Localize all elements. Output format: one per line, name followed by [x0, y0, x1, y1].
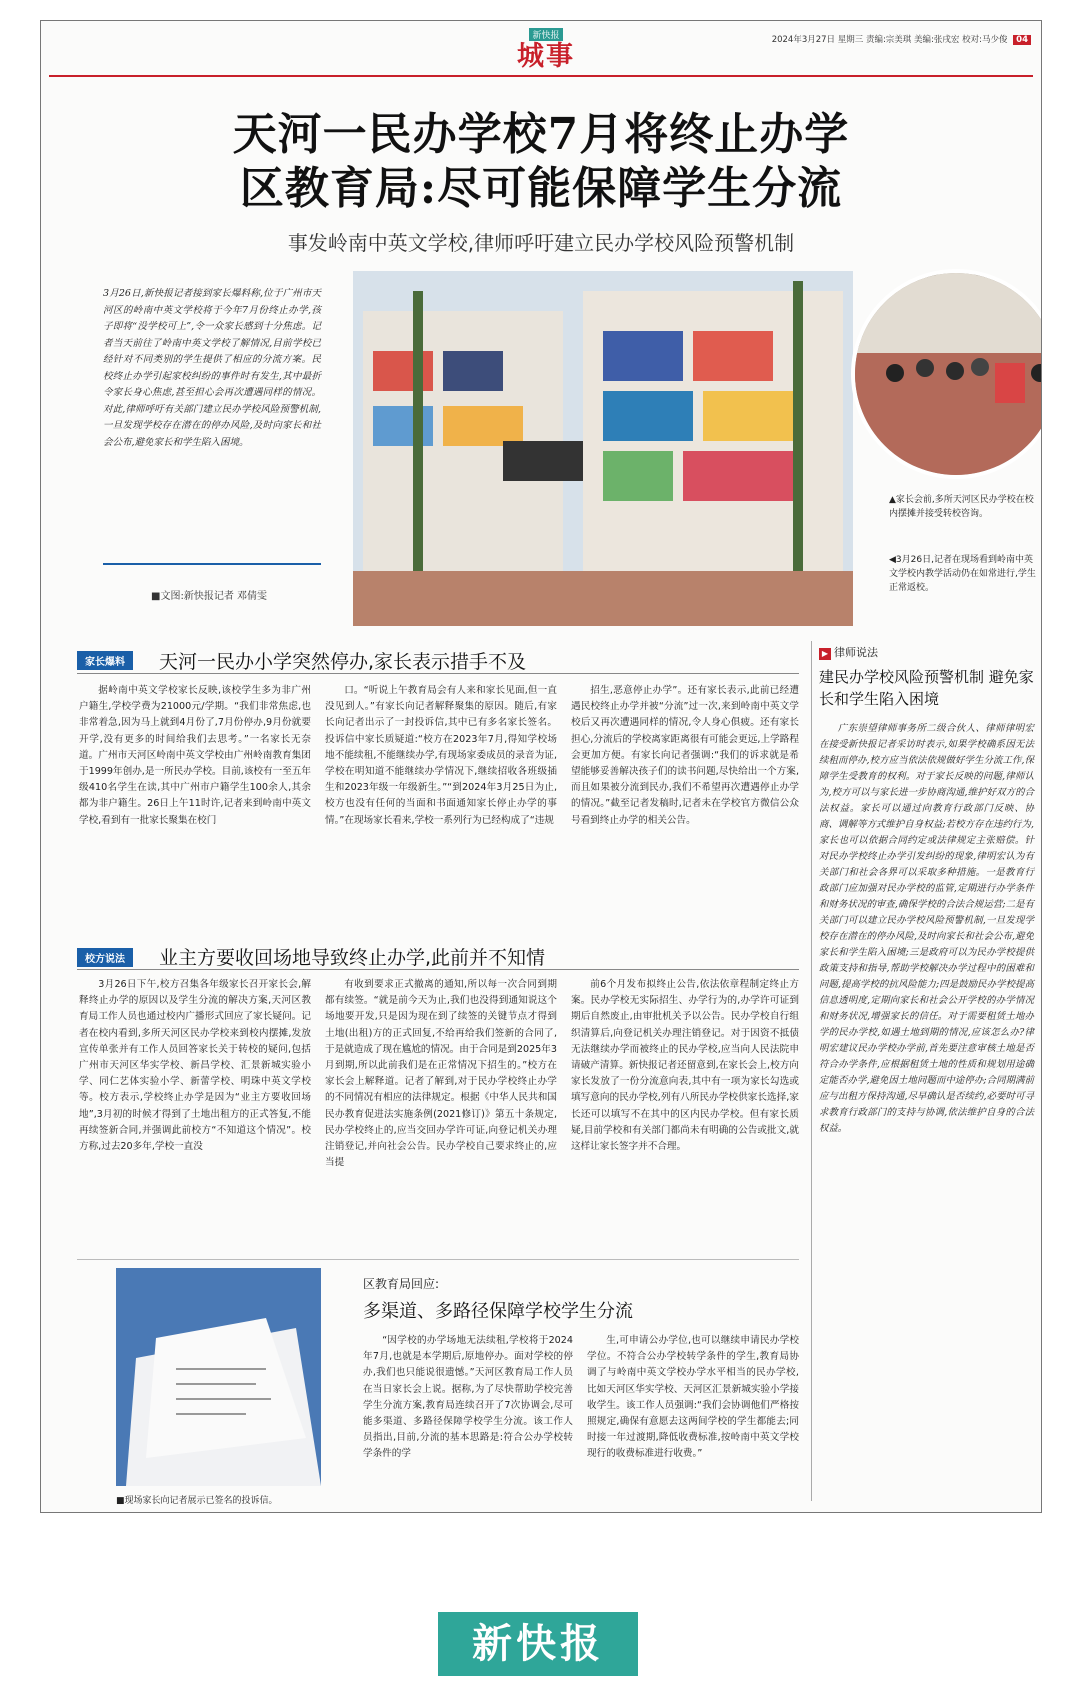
section1-col2-text: 口。“听说上午教育局会有人来和家长见面,但一直没见到人。”有家长向记者解释聚集的原因。随后,有家长向记者出示了一封投诉信,其中已有多名家长签名。投诉信中家长质疑道:“校方在2023年7月,得知学校场地不能续租,不能继续办学,有现场家委成员的录音为证,学校在明知道不能继续办学情况下,继续招收各班级插生和2023年级一年级新生。”“到2024年3月25日为止,校方也没有任何的当面和书面通知家长停止办学的事情。”在现场家长看来,学校一系列行为已经构成了“违规 [325, 685, 557, 826]
lead-paragraph: 3月26日,新快报记者接到家长爆料称,位于广州市天河区的岭南中英文学校将于今年7月份终止办学,孩子即将“没学校可上”,令一众家长感到十分焦虑。记者当天前往了岭南中英文学校了解情况,目前学校已经针对不同类别的学生提供了相应的分流方案。民校终止办学引起家校纠纷的事件时有发生,其中最折令家长身心焦虑,甚至担心会再次遭遇同样的情况。对此,律师呼吁有关部门建立民办学校风险预警机制,一旦发现学校存在潜在的停办风险,及时向家长和社会公布,避免家长和学生陷入困境。 [103, 288, 321, 448]
lawyer-title: 建民办学校风险预警机制 避免家长和学生陷入困境 [819, 668, 1034, 708]
masthead [491, 23, 601, 72]
tag-parents: 家长爆料 [77, 651, 133, 670]
section2-col2 [325, 977, 557, 1171]
issue-meta [772, 33, 1031, 45]
section1-rule [77, 673, 799, 674]
section1-col1-text: 据岭南中英文学校家长反映,该校学生多为非广州户籍生,学校学费为21000元/学期。“我们非常焦虑,也非常着急,因为马上就到4月份了,7月份停办,9月份就要开学,没有更多的时间给我们去思考。”一名家长无奈道。广州市天河区岭南中英文学校由广州岭南教育集团于1999年创办,是一所民办学校。目前,该校有一至五年级410名学生在读,其中广州市户籍学生100余人,其余都为非户籍生。26日上午11时许,记者来到岭南中英文学校,看到有一批家长聚集在校门 [79, 685, 311, 826]
response-rule [77, 1259, 799, 1260]
papers-illustration [116, 1268, 321, 1486]
subheadline: 事发岭南中英文学校,律师呼吁建立民办学校风险预警机制 [287, 231, 795, 255]
lead-divider [103, 563, 321, 565]
section1-title: 天河一民办小学突然停办,家长表示措手不及 [159, 651, 527, 673]
section2-title: 业主方要收回场地导致终止办学,此前并不知情 [159, 947, 546, 969]
crowd-illustration [855, 273, 1042, 479]
lawyer-body [819, 721, 1034, 1137]
issue-date-editors: 2024年3月27日 星期三 责编:宗美琪 美编:张戌宏 校对:马少俊 [771, 35, 1008, 45]
lawyer-tag [819, 644, 878, 660]
page-number: 04 [1013, 35, 1031, 45]
section2-col1 [79, 977, 311, 1155]
newspaper-page [40, 20, 1042, 1513]
response-col2-text: 生,可申请公办学位,也可以继续申请民办学校学位。不符合公办学校转学条件的学生,教育局协调了与岭南中英文学校办学水平相当的民办学校,比如天河区华实学校、天河区汇景新城实验小学接收学生。该工作人员强调:“我们会协调他们严格按照规定,确保有意愿去这两间学校的学生都能去;同时接一年过渡期,降低收费标准,按岭南中英文学校现行的收费标准进行收费。” [587, 1335, 799, 1460]
arrow-icon: ▶ [819, 648, 831, 660]
section-name: 城事 [517, 41, 575, 72]
section1-col3-text: 招生,恶意停止办学”。还有家长表示,此前已经遭遇民校终止办学并被“分流”过一次,来到岭南中英文学校后又再次遭遇同样的情况,令人身心俱疲。还有家长担心,分流后的学校离家距离很有可能会更远,上学路程会更加方便。有家长向记者强调:“我们的诉求就是希望能够妥善解决孩子们的读书问题,尽快给出一个方案,而且如果被分流到民办,我们不希望再次遭遇停止办学的情况。”截至记者发稿时,记者未在学校官方微信公众号看到终止办学的相关公告。 [571, 685, 799, 826]
school-building-illustration [353, 271, 853, 626]
lawyer-tag-label: 律师说法 [834, 646, 878, 659]
complaint-letter-photo [116, 1268, 321, 1486]
column-divider [811, 641, 812, 1501]
tag-school: 校方说法 [77, 948, 133, 967]
lawyer-body-text: 广东崇望律师事务所二级合伙人、律师律明宏在接受新快报记者采访时表示,如果学校确系因无法续租而停办,校方应当依法依规做好学生分流工作,保障学生受教育的权利。对于家长反映的问题,律师认为,校方可以与家长进一步协商沟通,维护好双方的合法权益。家长可以通过向教育行政部门反映、协商、调解等方式维护自身权益;若校方存在违约行为,家长也可以依据合同约定或法律规定主张赔偿。针对民办学校终止办学引发纠纷的现象,律明宏认为有关部门和社会各界可以采取多种措施。一是教育行政部门应加强对民办学校的监管,定期进行办学条件和财务状况的审查,确保学校的合法合规运营;二是有关部门可以建立民办学校风险预警机制,一旦发现学校存在潜在的停办风险,及时向家长和社会公布,避免家长和学生陷入困境;三是政府可以为民办学校提供政策支持和指导,帮助学校解决办学过程中的困难和问题,提高学校的抗风险能力;四是鼓励民办学校提高信息透明度,定期向家长和社会公开学校的办学情况和财务状况,增强家长的信任。对于需要租赁土地办学的民办学校,如遇土地到期的情况,应该怎么办?律明宏建议民办学校办学前,首先要注意审核土地是否符合办学条件,应根据租赁土地的性质和规划用途确定能否办学,避免因土地问题而中途停办;合同期满前应与出租方保持沟通,尽早确认是否续约,必要时可寻求教育行政部门的支持与协调,依法维护自身的合法权益。 [819, 723, 1034, 1134]
response-title: 多渠道、多路径保障学校学生分流 [363, 1301, 633, 1322]
section1-col3 [571, 683, 799, 829]
caption-consultation: ▲家长会前,多所天河区民办学校在校内摆摊并接受转校咨询。 [889, 495, 1034, 519]
footer-logo: 新快报 [438, 1612, 638, 1676]
byline: ■文图:新快报记者 邓倩雯 [151, 591, 267, 602]
response-col1 [363, 1333, 573, 1463]
section2-rule [77, 969, 799, 970]
consultation-photo [851, 269, 1042, 479]
headline-line2: 区教育局:尽可能保障学生分流 [239, 163, 843, 214]
section2-col3-text: 前6个月发布拟终止公告,依法依章程制定终止方案。民办学校无实际招生、办学行为的,办学许可证到期后自然废止,由审批机关予以公告。民办学校自行组织清算后,向登记机关办理注销登记。对于因资不抵债无法继续办学而被终止的民办学校,应当向人民法院申请破产清算。新快报记者还留意到,在家长会上,校方向家长发放了一份分流意向表,其中有一项为家长勾选或填写意向的民办学校,列有八所民办学校供家长选择,家长还可以填写不在其中的区内民办学校。但有家长质疑,目前学校和有关部门都尚未有明确的公告或批文,就这样让家长签字并不合理。 [571, 979, 799, 1153]
brand-small: 新快报 [529, 28, 562, 41]
section2-col3 [571, 977, 799, 1155]
header-rule [49, 75, 1033, 77]
section2-col1-text: 3月26日下午,校方召集各年级家长召开家长会,解释终止办学的原因以及学生分流的解决方案,天河区教育局工作人员也通过校内广播形式回应了家长疑问。记者在校内看到,多所天河区民办学校来到校内摆摊,发放宣传单张并有工作人员回答家长关于转校的疑问,包括广州市天河区华实学校、新昌学校、汇景新城实验小学、同仁艺体实验小学、新蕾学校、明珠中英文学校等。校方表示,学校终止办学是因为“业主方要收回场地”,3月初的时候才得到了土地出租方的正式答复,不能再续签新合同,并强调此前校方“不知道这个情况”。校方称,过去20多年,学校一直没 [79, 979, 311, 1153]
response-col1-text: “因学校的办学场地无法续租,学校将于2024年7月,也就是本学期后,原地停办。面对学校的停办,我们也只能说很遗憾。”天河区教育局工作人员在当日家长会上说。据称,为了尽快帮助学校完善学生分流方案,教育局连续召开了7次协调会,尽可能多渠道、多路径保障学校学生分流。该工作人员指出,目前,分流的基本思路是:符合公办学校转学条件的学 [363, 1335, 573, 1460]
response-col2 [587, 1333, 799, 1463]
response-kicker: 区教育局回应: [363, 1277, 440, 1291]
caption-school: ◀3月26日,记者在现场看到岭南中英文学校内教学活动仍在如常进行,学生正常返校。 [889, 555, 1036, 593]
section2-col2-text: 有收到要求正式撤离的通知,所以每一次合同到期都有续签。“就是前今天为止,我们也没得到通知说这个场地要开发,只是因为现在到了续签的关键节点才得到土地(出租)方的正式回复,不给再给我们签新的合同了,于是就造成了现在尴尬的情况。由于合同是到2025年3月到期,所以此前我们是在正常情况下招生的。”校方在家长会上解释道。记者了解到,对于民办学校终止办学的不同情况有相应的法律规定。根据《中华人民共和国民办教育促进法实施条例(2021修订)》第五十条规定,民办学校终止的,应当交回办学许可证,向登记机关办理注销登记,并向社会公告。民办学校自己要求终止的,应当提 [325, 979, 557, 1169]
headline-line1: 天河一民办学校7月将终止办学 [232, 109, 850, 160]
caption-complaint: ■现场家长向记者展示已签名的投诉信。 [116, 1496, 278, 1506]
section1-col1 [79, 683, 311, 829]
section1-col2 [325, 683, 557, 829]
school-building-photo [353, 271, 853, 626]
